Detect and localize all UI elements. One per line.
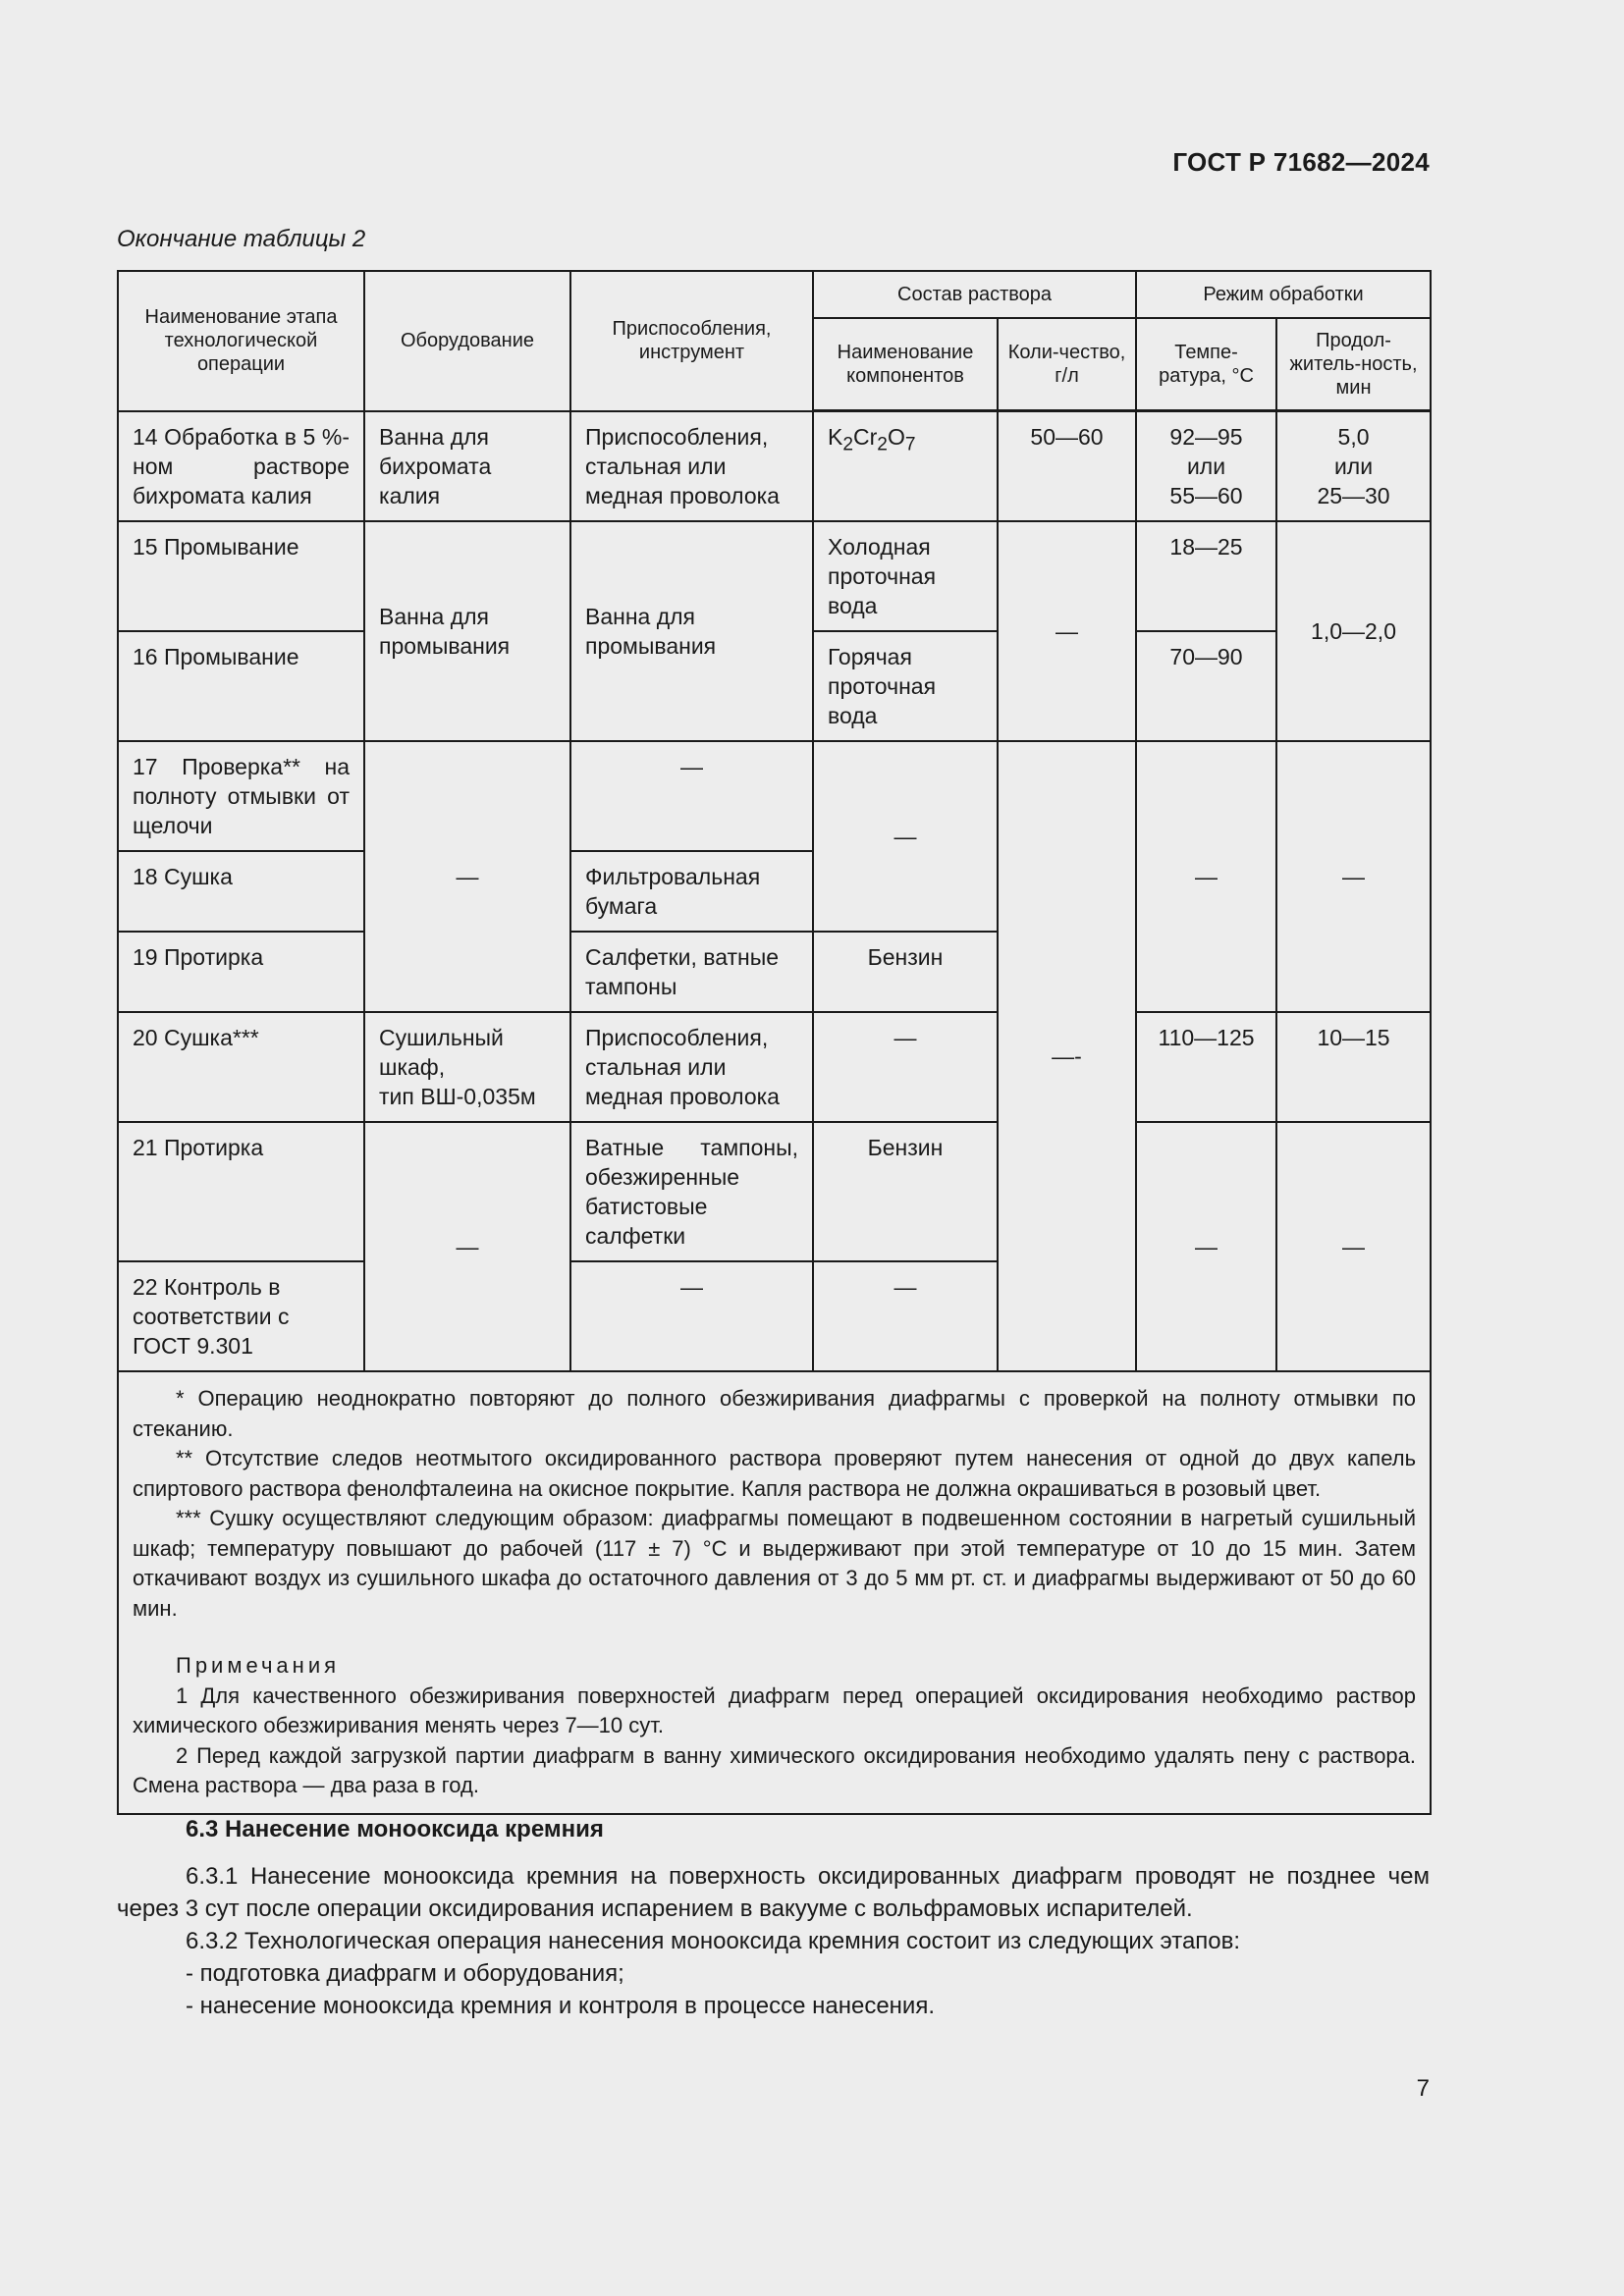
- equipment-cell: —: [364, 741, 570, 1012]
- header-equipment: Оборудование: [364, 271, 570, 411]
- table-row: [118, 1122, 1431, 1261]
- equipment-line: Сушильный: [379, 1025, 504, 1050]
- formula-subscript: 2: [842, 434, 853, 455]
- header-treatment-group: Режим обработки: [1136, 271, 1431, 318]
- temperature-cell: —: [1136, 741, 1276, 1012]
- table-row: [118, 741, 1431, 851]
- component-cell: —: [813, 1012, 998, 1122]
- header-duration: Продол-житель-ность, мин: [1276, 318, 1431, 411]
- section-title: 6.3 Нанесение монооксида кремния: [186, 1816, 604, 1842]
- duration-or: или: [1333, 454, 1374, 479]
- header-quantity: Коли-чество, г/л: [998, 318, 1136, 411]
- stage-cell: 19 Протирка: [118, 932, 364, 1012]
- table-row: [118, 521, 1431, 631]
- list-item: - подготовка диафрагм и оборудования;: [186, 1960, 624, 1987]
- formula-o: O: [887, 424, 905, 450]
- component-cell: —: [813, 1261, 998, 1371]
- duration-cell: 10—15: [1276, 1012, 1431, 1122]
- duration-cell: [1276, 411, 1431, 522]
- stage-cell: 14 Обработка в 5 %-ном растворе бихромата калия: [118, 411, 364, 522]
- paragraph-6-3-1: 6.3.1 Нанесение монооксида кремния на поверхность оксидированных диафрагм проводят не позднее чем через 3 сут после операции оксидирования испарением в вакууме с вольфрамовых испарителей.: [117, 1863, 1430, 1922]
- duration-cell: —: [1276, 741, 1431, 1012]
- table-caption: Окончание таблицы 2: [117, 226, 366, 252]
- equipment-cell: [364, 1012, 570, 1122]
- header-temperature: Темпе-ратура, °C: [1136, 318, 1276, 411]
- stage-cell: 18 Сушка: [118, 851, 364, 932]
- temperature-or: или: [1186, 454, 1226, 479]
- component-cell: [813, 411, 998, 522]
- page-number: 7: [1416, 2075, 1430, 2102]
- component-cell: Горячая проточная вода: [813, 631, 998, 741]
- temperature-cell: 70—90: [1136, 631, 1276, 741]
- header-stage: Наименование этапа технологической операции: [118, 271, 364, 411]
- duration-cell: —: [1276, 1122, 1431, 1371]
- duration-value: 5,0: [1337, 424, 1370, 450]
- header-components: Наименование компонентов: [813, 318, 998, 411]
- notes-title: Примечания: [176, 1653, 341, 1678]
- tools-cell: —: [570, 741, 813, 851]
- stage-cell: 21 Протирка: [118, 1122, 364, 1261]
- standard-code: ГОСТ Р 71682—2024: [1172, 147, 1430, 177]
- temperature-value: 92—95: [1169, 424, 1243, 450]
- temperature-value: 55—60: [1169, 483, 1243, 508]
- tools-cell: Ватные тампоны, обезжиренные батистовые салфетки: [570, 1122, 813, 1261]
- formula-cr: Cr: [853, 424, 878, 450]
- equipment-line: шкаф,: [379, 1054, 446, 1080]
- temperature-cell: —: [1136, 1122, 1276, 1371]
- tools-cell: Ванна для промывания: [570, 521, 813, 741]
- list-item: - нанесение монооксида кремния и контроля в процессе нанесения.: [186, 1993, 935, 2019]
- footnotes-cell: [118, 1371, 1431, 1814]
- paragraph-6-3-2: 6.3.2 Технологическая операция нанесения монооксида кремния состоит из следующих этапов:: [186, 1928, 1241, 1954]
- tools-cell: Приспособления, стальная или медная проволока: [570, 1012, 813, 1122]
- stage-cell: 22 Контроль в соответствии с ГОСТ 9.301: [118, 1261, 364, 1371]
- formula-subscript: 7: [904, 434, 916, 455]
- quantity-cell: —-: [998, 741, 1136, 1371]
- table-header-row: [118, 271, 1431, 318]
- component-cell: Холодная проточная вода: [813, 521, 998, 631]
- stage-cell: 17 Проверка** на полноту отмывки от щелочи: [118, 741, 364, 851]
- equipment-cell: Ванна для бихромата калия: [364, 411, 570, 522]
- formula-k: K: [828, 424, 843, 450]
- table-row: [118, 411, 1431, 522]
- stage-cell: 16 Промывание: [118, 631, 364, 741]
- quantity-cell: —: [998, 521, 1136, 741]
- process-table: [117, 270, 1432, 1815]
- tools-cell: Фильтровальная бумага: [570, 851, 813, 932]
- stage-cell: 15 Промывание: [118, 521, 364, 631]
- formula-subscript: 2: [877, 434, 888, 455]
- component-cell: —: [813, 741, 998, 932]
- temperature-cell: [1136, 411, 1276, 522]
- equipment-cell: Ванна для промывания: [364, 521, 570, 741]
- equipment-line: тип ВШ-0,035м: [379, 1084, 536, 1109]
- header-solution-group: Состав раствора: [813, 271, 1136, 318]
- tools-cell: Приспособления, стальная или медная проволока: [570, 411, 813, 522]
- stage-cell: 20 Сушка***: [118, 1012, 364, 1122]
- temperature-cell: 110—125: [1136, 1012, 1276, 1122]
- note-2: 2 Перед каждой загрузкой партии диафрагм в ванну химического оксидирования необходимо удалять пену с раствора. Смена раствора — два раза в год.: [133, 1742, 1417, 1797]
- equipment-cell: —: [364, 1122, 570, 1371]
- quantity-cell: 50—60: [998, 411, 1136, 522]
- temperature-cell: 18—25: [1136, 521, 1276, 631]
- footnote-2: ** Отсутствие следов неотмытого оксидированного раствора проверяют путем нанесения от одной до двух капель спиртового раствора фенолфталеина на окисное покрытие. Капля раствора не должна окрашиваться в розовый цвет.: [133, 1446, 1417, 1501]
- table-row: [118, 1012, 1431, 1122]
- component-cell: Бензин: [813, 932, 998, 1012]
- footnotes-row: [118, 1371, 1431, 1814]
- duration-cell: 1,0—2,0: [1276, 521, 1431, 741]
- header-tools: Приспособления, инструмент: [570, 271, 813, 411]
- footnote-3: *** Сушку осуществляют следующим образом: диафрагмы помещают в подвешенном состоянии в нагретый сушильный шкаф; температуру повышают до рабочей (117 ± 7) °С и выдерживают при этой температуре от 10 до 15 мин. Затем откачивают воздух из сушильного шкафа до остаточного давления от 3 до 5 мм рт. ст. и диафрагмы выдерживают от 50 до 60 мин.: [133, 1506, 1417, 1621]
- footnote-1: * Операцию неоднократно повторяют до полного обезжиривания диафрагмы с проверкой на полноту отмывки по стеканию.: [133, 1386, 1417, 1441]
- note-1: 1 Для качественного обезжиривания поверхностей диафрагм перед операцией оксидирования необходимо раствор химического обезжиривания менять через 7—10 сут.: [133, 1682, 1417, 1737]
- section-body: [117, 1860, 1430, 2022]
- duration-value: 25—30: [1317, 483, 1390, 508]
- tools-cell: Салфетки, ватные тампоны: [570, 932, 813, 1012]
- tools-cell: —: [570, 1261, 813, 1371]
- component-cell: Бензин: [813, 1122, 998, 1261]
- spacer: [133, 1624, 1416, 1651]
